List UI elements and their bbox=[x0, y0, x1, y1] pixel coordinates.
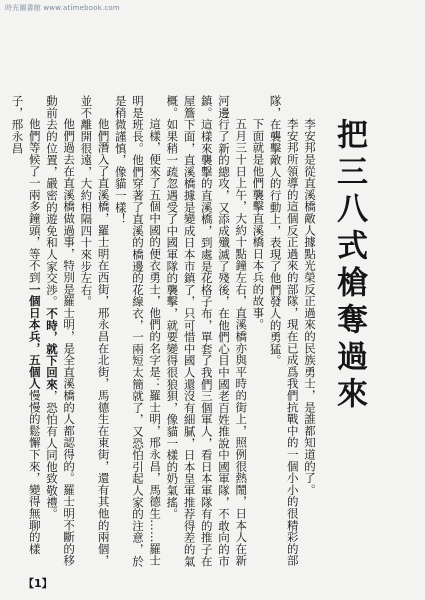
article-body bbox=[10, 95, 318, 570]
paragraph: 這樣，便來了五個中國的便衣勇士，他們的名字是：羅士明，邢永昌，馬德生……羅士明是班長。他們穿著了直溪的橋邊的花線衣，一兩短太簡就了，又恐怕引起人家的注意，於是稍微謹慎，像貓一樣！ bbox=[113, 95, 163, 567]
page-title: 把三八式槍奪過來 bbox=[331, 118, 367, 414]
paragraph: 李安邦所領導的這個反正過來的部隊，現在已成爲我們抗戰中的一個小小的很精彩的部隊，在襲擊敵人的行動上，表現了他們發人的勇猛。 bbox=[268, 95, 300, 567]
paragraph: 李安邦是從直溪橋敵人據點光榮反正過來的民族勇士，是誰都知道的了。 bbox=[303, 118, 317, 496]
emphasized-text: 一個日本兵，五個人 bbox=[27, 283, 42, 390]
paragraph: 他們等候了一兩多鐘頭，等不到一個日本兵，五個人慢慢的鬆懈下來，變得無聊的樣子，邢永昌 bbox=[10, 95, 42, 555]
page-number: 【1】 bbox=[23, 577, 53, 590]
paragraph: 他們過去在直溪橋做過事，特別是羅士明，是全直溪橋的人都認得的。羅士明不斷的移動前去的位置，嚴密的遊免和人家交渉。不時，就下回來，恐怕有人同他致敬禮。 bbox=[44, 95, 77, 567]
paragraph: 下面就是他們襲擊直溪橋日本兵的故事。 bbox=[251, 118, 266, 331]
paragraph: 五月三十日上午，大約十點鐘左右，直溪橋亦與平時的街上，照例很熱鬧，日本人在新河邊行了新的總攻，又添成殲滅了殘後，在他們心目中國老百姓推說中國軍隊，不敢向的市鎮。這樣來襲擊的直溪橋，到處是花格子布，單套了我們三個軍人，看日本軍隊有的推子在屋簷下面，直溪橋據是變成日本市鎮了，只可惜中國人還沒有細膩，日本皇軍推荐得差的氣概。如果稍一疏忽遇受了中國軍隊的襲擊，就要變得很狼狽，像貓一樣的奶氣搖。 bbox=[165, 95, 249, 567]
paragraph: 他們潛入了直溪橋，羅士明在西街，邢永昌在北街，馬德生在東街，還有其他的兩個，並不離開很遠，大約相隔四十來步左右。 bbox=[79, 95, 111, 567]
emphasized-text: 不時，就下回來 bbox=[44, 307, 59, 391]
site-watermark: 時光圖書館 www.atimebook.com bbox=[5, 4, 120, 12]
